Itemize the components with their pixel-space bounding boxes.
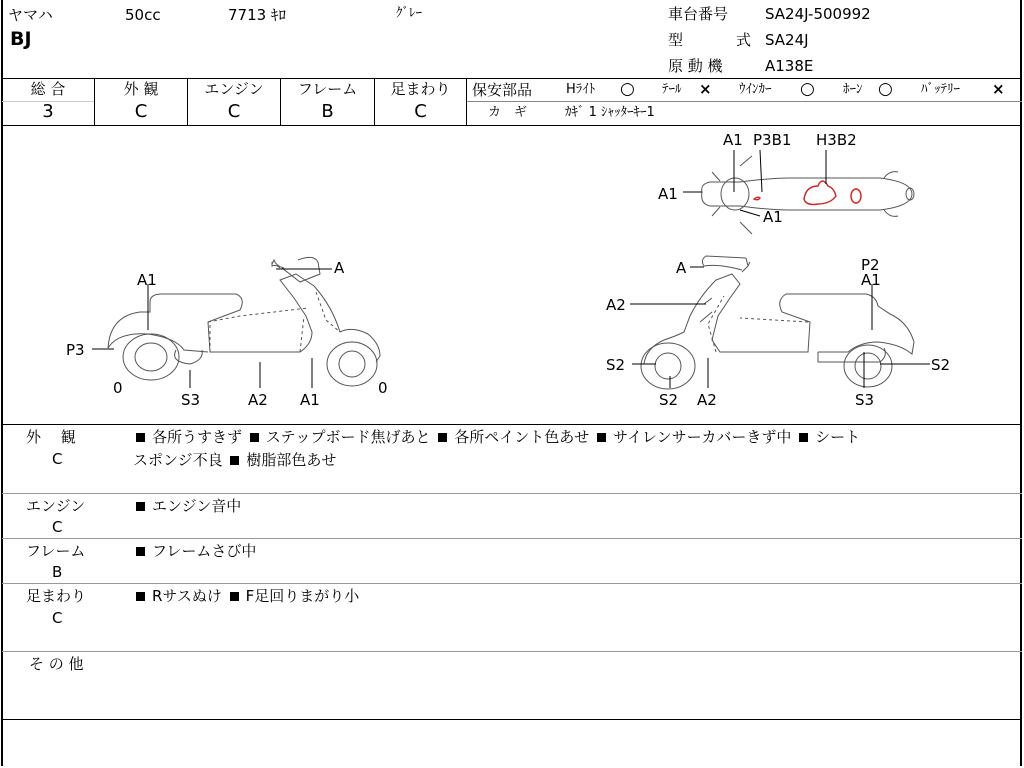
color: ｸﾞﾚｰ xyxy=(396,6,422,21)
remark-engine-items xyxy=(133,497,241,515)
remark-exterior-grade: C xyxy=(52,450,63,468)
remark-item: シート xyxy=(815,428,861,446)
type-value: SA24J xyxy=(765,31,809,49)
overall-grade-value: 3 xyxy=(42,101,54,122)
maker-name: ヤマハ xyxy=(8,6,53,24)
marker-label: P2 xyxy=(861,256,880,274)
engine-model-value: A138E xyxy=(765,57,814,75)
marker-label: S2 xyxy=(606,356,626,374)
divider xyxy=(2,493,1022,494)
remark-frame-grade: B xyxy=(52,563,63,581)
remark-item: 各所ペイント色あせ xyxy=(454,428,590,446)
battery-label: ﾊﾞｯﾃﾘｰ xyxy=(921,82,960,97)
model-name: BJ xyxy=(10,28,32,50)
horn-status: ○ xyxy=(878,79,893,99)
frame-number-label: 車台番号 xyxy=(668,5,729,23)
suspension-grade-value: C xyxy=(414,101,427,122)
marker-label: A1 xyxy=(763,208,783,226)
remark-item: 各所うすきず xyxy=(152,428,243,446)
divider xyxy=(2,583,1022,584)
marker-label: A2 xyxy=(248,391,268,409)
marker-label: A1 xyxy=(137,271,157,289)
marker-label: 0 xyxy=(378,379,388,397)
marker-label: S2 xyxy=(659,391,679,409)
remark-item: エンジン音中 xyxy=(152,497,242,515)
marker-label: P3B1 xyxy=(753,131,792,149)
battery-status: × xyxy=(992,80,1005,98)
remark-exterior-label: 外 観 xyxy=(26,428,76,446)
divider xyxy=(2,538,1022,539)
marker-label: A1 xyxy=(300,391,320,409)
displacement: 50cc xyxy=(125,6,161,24)
exterior-grade-label: 外 観 xyxy=(123,80,159,98)
remark-item: フレームさび中 xyxy=(152,542,257,560)
marker-label: S3 xyxy=(181,391,201,409)
suspension-grade-label: 足まわり xyxy=(390,80,451,98)
damage-marks xyxy=(754,181,861,204)
remark-other-label: そ の 他 xyxy=(29,655,84,673)
remark-frame-items xyxy=(133,542,256,560)
frame-number-value: SA24J-500992 xyxy=(765,5,871,23)
winker-status: ○ xyxy=(800,79,815,99)
headlight-label: Hﾗｲﾄ xyxy=(566,82,596,97)
divider xyxy=(2,424,1022,425)
mileage: 7713 ｷﾛ xyxy=(228,6,286,24)
remark-item: ステップボード焦げあと xyxy=(265,428,431,446)
marker-label: P3 xyxy=(66,341,85,359)
marker-label: A1 xyxy=(861,271,881,289)
headlight-status: ○ xyxy=(620,79,635,99)
divider xyxy=(2,78,1022,79)
marker-label: A2 xyxy=(606,296,626,314)
horn-label: ﾎｰﾝ xyxy=(843,82,863,97)
engine-model-label: 原 動 機 xyxy=(668,57,723,75)
key-value: ｶｷﾞ 1 ｼｬｯﾀｰｷｰ1 xyxy=(565,105,655,120)
divider xyxy=(2,651,1022,652)
remark-item: F足回りまがり小 xyxy=(245,587,360,605)
marker-label: 0 xyxy=(113,379,123,397)
marker-label: H3B2 xyxy=(816,131,857,149)
frame-grade-value: B xyxy=(321,101,334,122)
marker-label: S2 xyxy=(931,356,951,374)
type-label-2: 式 xyxy=(736,31,752,49)
remark-item: Rサスぬけ xyxy=(152,587,222,605)
frame-grade-label: フレーム xyxy=(297,80,358,98)
winker-label: ｳｲﾝｶｰ xyxy=(739,82,772,97)
remark-suspension-label: 足まわり xyxy=(26,587,87,605)
remark-item: サイレンサーカバーきず中 xyxy=(613,428,792,446)
remark-frame-label: フレーム xyxy=(26,542,86,560)
marker-label: A xyxy=(334,259,345,277)
remark-item: 樹脂部色あせ xyxy=(246,451,337,469)
marker-label: S3 xyxy=(855,391,875,409)
overall-grade-label: 総 合 xyxy=(30,80,66,98)
remark-exterior-items xyxy=(133,428,860,446)
engine-grade-value: C xyxy=(227,101,241,122)
type-label-1: 型 xyxy=(668,31,684,49)
engine-grade-label: エンジン xyxy=(204,80,264,98)
safety-parts-label: 保安部品 xyxy=(472,81,533,99)
remark-item: スポンジ不良 xyxy=(133,451,223,469)
marker-label: A2 xyxy=(697,391,717,409)
key-label: カ ギ xyxy=(488,105,528,120)
remark-engine-grade: C xyxy=(52,518,63,536)
remark-engine-label: エンジン xyxy=(26,497,86,515)
tail-status: × xyxy=(699,80,712,98)
marker-label: A xyxy=(676,259,687,277)
remark-suspension-grade: C xyxy=(52,609,63,627)
remark-suspension-items xyxy=(133,587,359,605)
divider xyxy=(467,101,1022,102)
remark-exterior-items-2 xyxy=(133,451,336,469)
exterior-grade-value: C xyxy=(134,101,148,122)
divider xyxy=(2,719,1022,720)
tail-label: ﾃｰﾙ xyxy=(662,82,682,97)
marker-label: A1 xyxy=(658,185,678,203)
marker-label: A1 xyxy=(723,131,743,149)
